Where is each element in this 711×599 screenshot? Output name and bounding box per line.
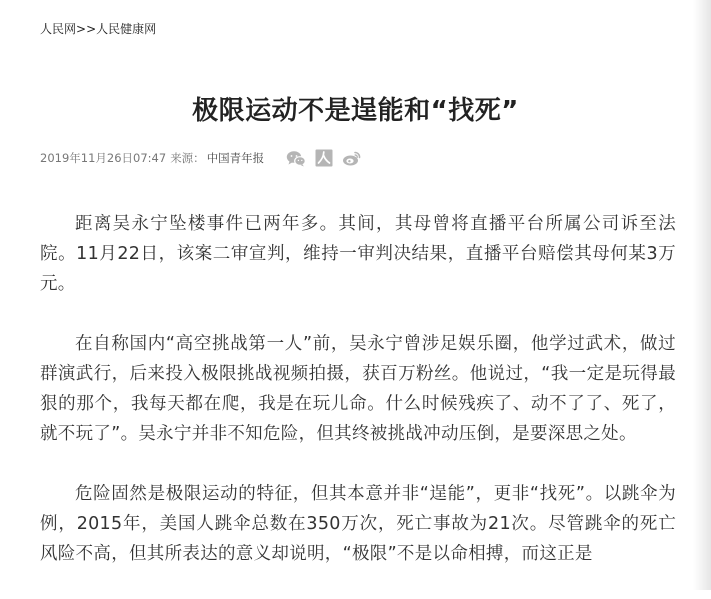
source-name: 中国青年报 (206, 151, 265, 165)
share-bar (286, 149, 370, 167)
breadcrumb-separator: >> (76, 22, 97, 36)
article-paragraph: 危险固然是极限运动的特征，但其本意并非“逞能”，更非“找死”。以跳伞为例，2015年，美国人跳伞总数在350万次，死亡事故为21次。尽管跳伞的死亡风险不高，但其所表达的意义却说明，“极限”不是以命相搏，而这正是 (40, 484, 676, 564)
source-label: 来源： (170, 151, 205, 165)
page-edge-shadow (693, 0, 711, 590)
people-weibo-icon[interactable] (314, 149, 334, 167)
breadcrumb-section-link[interactable]: 人民健康网 (96, 22, 157, 36)
article-meta (40, 149, 370, 167)
publish-time: 2019年11月26日07:47 (40, 151, 167, 165)
breadcrumb-home-link[interactable]: 人民网 (40, 22, 77, 36)
article-body (40, 209, 676, 599)
breadcrumb (40, 22, 156, 36)
wechat-icon[interactable] (286, 149, 306, 167)
article-paragraph: 在自称国内“高空挑战第一人”前，吴永宁曾涉足娱乐圈，他学过武术，做过群演武行，后来投入极限挑战视频拍摄，获百万粉丝。他说过，“我一定是玩得最狠的那个，我每天都在爬，我是在玩儿命。什么时候残疾了、动不了了、死了，就不玩了”。吴永宁并非不知危险，但其终被挑战冲动压倒，是要深思之处。 (40, 334, 676, 444)
article-title: 极限运动不是逞能和“找死” (192, 96, 519, 127)
sina-weibo-icon[interactable] (342, 149, 362, 167)
article-paragraph: 距离吴永宁坠楼事件已两年多。其间，其母曾将直播平台所属公司诉至法院。11月22日，该案二审宣判，维持一审判决结果，直播平台赔偿其母何某3万元。 (40, 214, 676, 294)
